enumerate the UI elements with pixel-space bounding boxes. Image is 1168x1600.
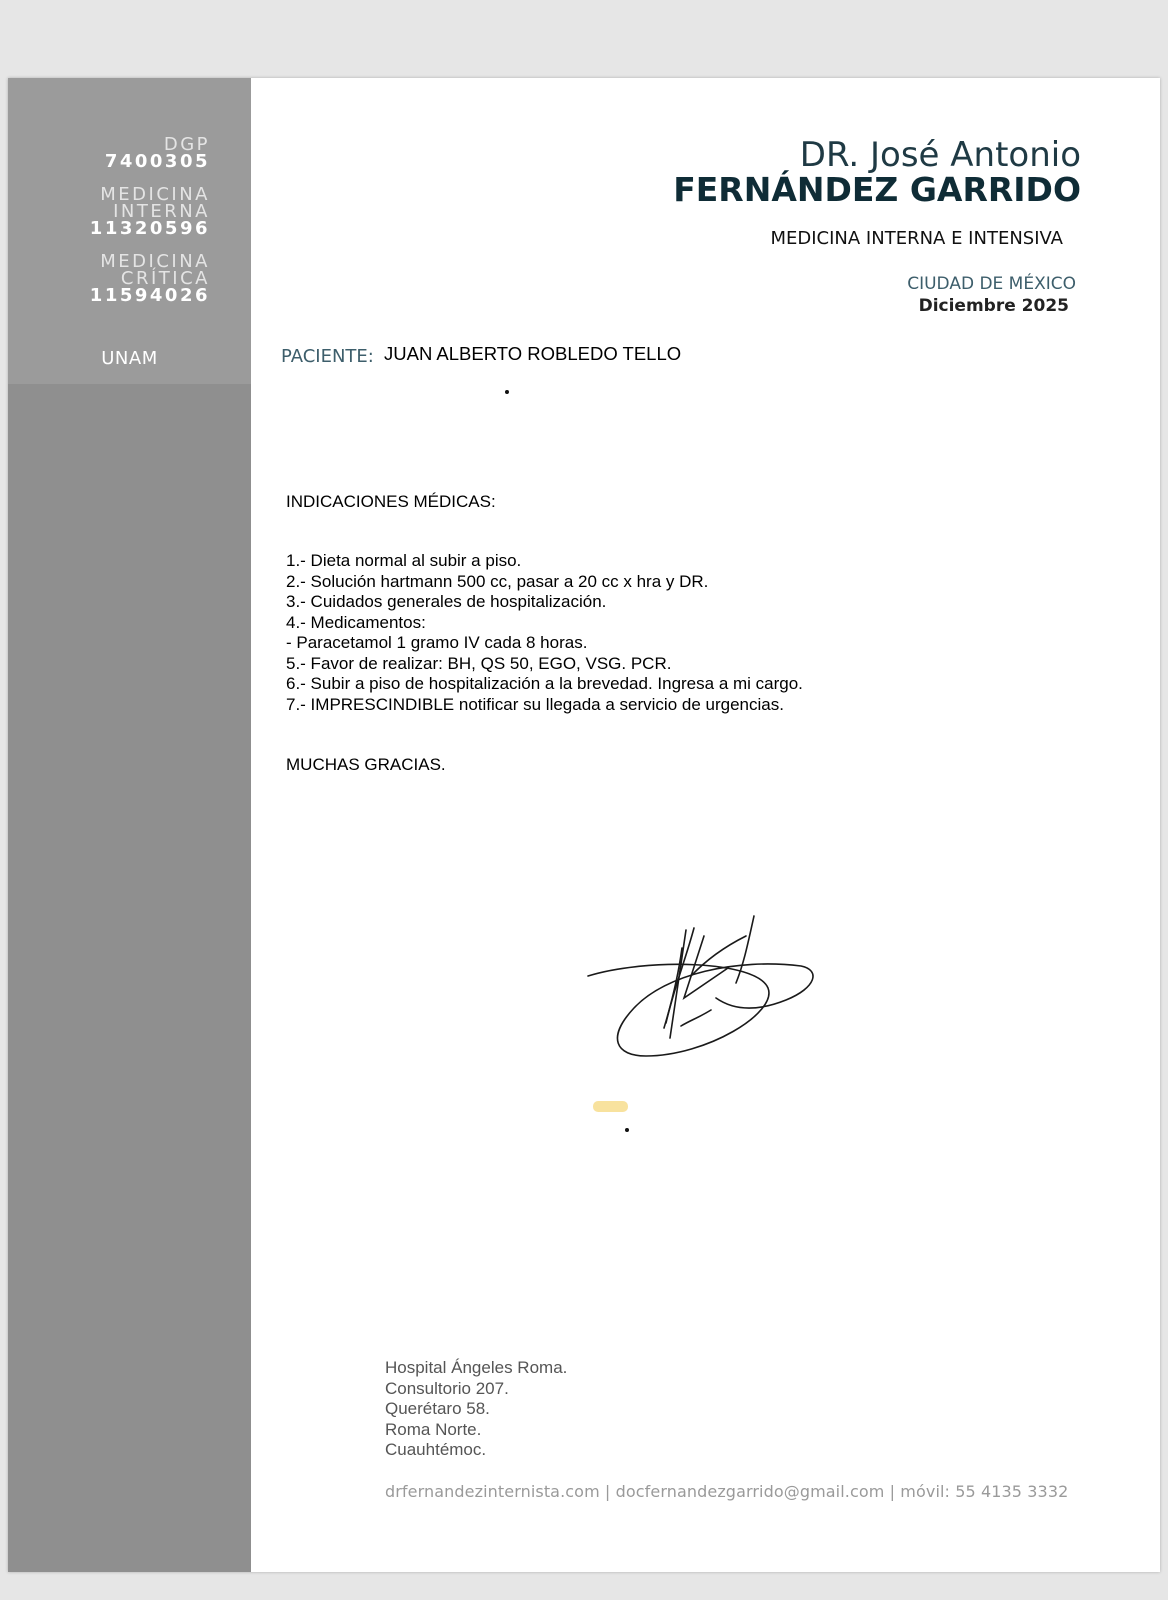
address-line: Cuauhtémoc. [385, 1440, 487, 1459]
credential-label: MEDICINA [100, 251, 210, 272]
sidebar [8, 78, 251, 1572]
address-line: Hospital Ángeles Roma. [385, 1358, 568, 1377]
address-line: Roma Norte. [385, 1419, 482, 1439]
list-item: 3.- Cuidados generales de hospitalización. [286, 592, 607, 611]
doctor-first-name: DR. José Antonio [799, 135, 1081, 175]
clinic-address [385, 1358, 567, 1461]
date: Diciembre 2025 [918, 296, 1069, 316]
list-item: - Paracetamol 1 gramo IV cada 8 horas. [286, 633, 588, 652]
handwritten-signature [586, 888, 826, 1068]
indications-list [286, 551, 803, 715]
credential-label: CRÍTICA [120, 268, 210, 289]
city: CIUDAD DE MÉXICO [907, 274, 1076, 294]
credential-number: 11594026 [89, 285, 210, 306]
patient-label: PACIENTE: [281, 346, 374, 367]
credential-medicina-interna [90, 186, 210, 237]
credential-number: 7400305 [104, 151, 210, 172]
credential-medicina-critica [90, 253, 210, 304]
credential-label: MEDICINA [100, 184, 210, 205]
list-item: 6.- Subir a piso de hospitalización a la brevedad. Ingresa a mi cargo. [286, 674, 803, 693]
list-item: 1.- Dieta normal al subir a piso. [286, 551, 522, 570]
ink-dot [505, 390, 509, 394]
credential-label: DGP [163, 134, 210, 155]
credential-label: INTERNA [113, 201, 210, 222]
patient-name: JUAN ALBERTO ROBLEDO TELLO [384, 343, 682, 364]
prescription-page [8, 78, 1160, 1572]
doctor-specialty: MEDICINA INTERNA E INTENSIVA [770, 228, 1063, 249]
ink-dot [625, 1128, 629, 1132]
credential-dgp [105, 136, 210, 170]
university-name: UNAM [101, 348, 158, 369]
list-item: 5.- Favor de realizar: BH, QS 50, EGO, VSG. PCR. [286, 653, 672, 673]
address-line: Querétaro 58. [385, 1399, 490, 1418]
sidebar-header [8, 78, 251, 384]
list-item: 4.- Medicamentos: [286, 612, 426, 632]
address-line: Consultorio 207. [385, 1378, 509, 1398]
list-item: 2.- Solución hartmann 500 cc, pasar a 20 cc x hra y DR. [286, 571, 709, 591]
credential-number: 11320596 [89, 218, 210, 239]
highlighter-mark [593, 1101, 628, 1112]
closing-text: MUCHAS GRACIAS. [286, 755, 446, 774]
indications-title: INDICACIONES MÉDICAS: [286, 492, 496, 511]
contact-footer: drfernandezinternista.com | docfernandezgarrido@gmail.com | móvil: 55 4135 3332 [385, 1482, 1069, 1501]
doctor-last-name: FERNÁNDEZ GARRIDO [673, 170, 1081, 209]
list-item: 7.- IMPRESCINDIBLE notificar su llegada a servicio de urgencias. [286, 694, 784, 714]
